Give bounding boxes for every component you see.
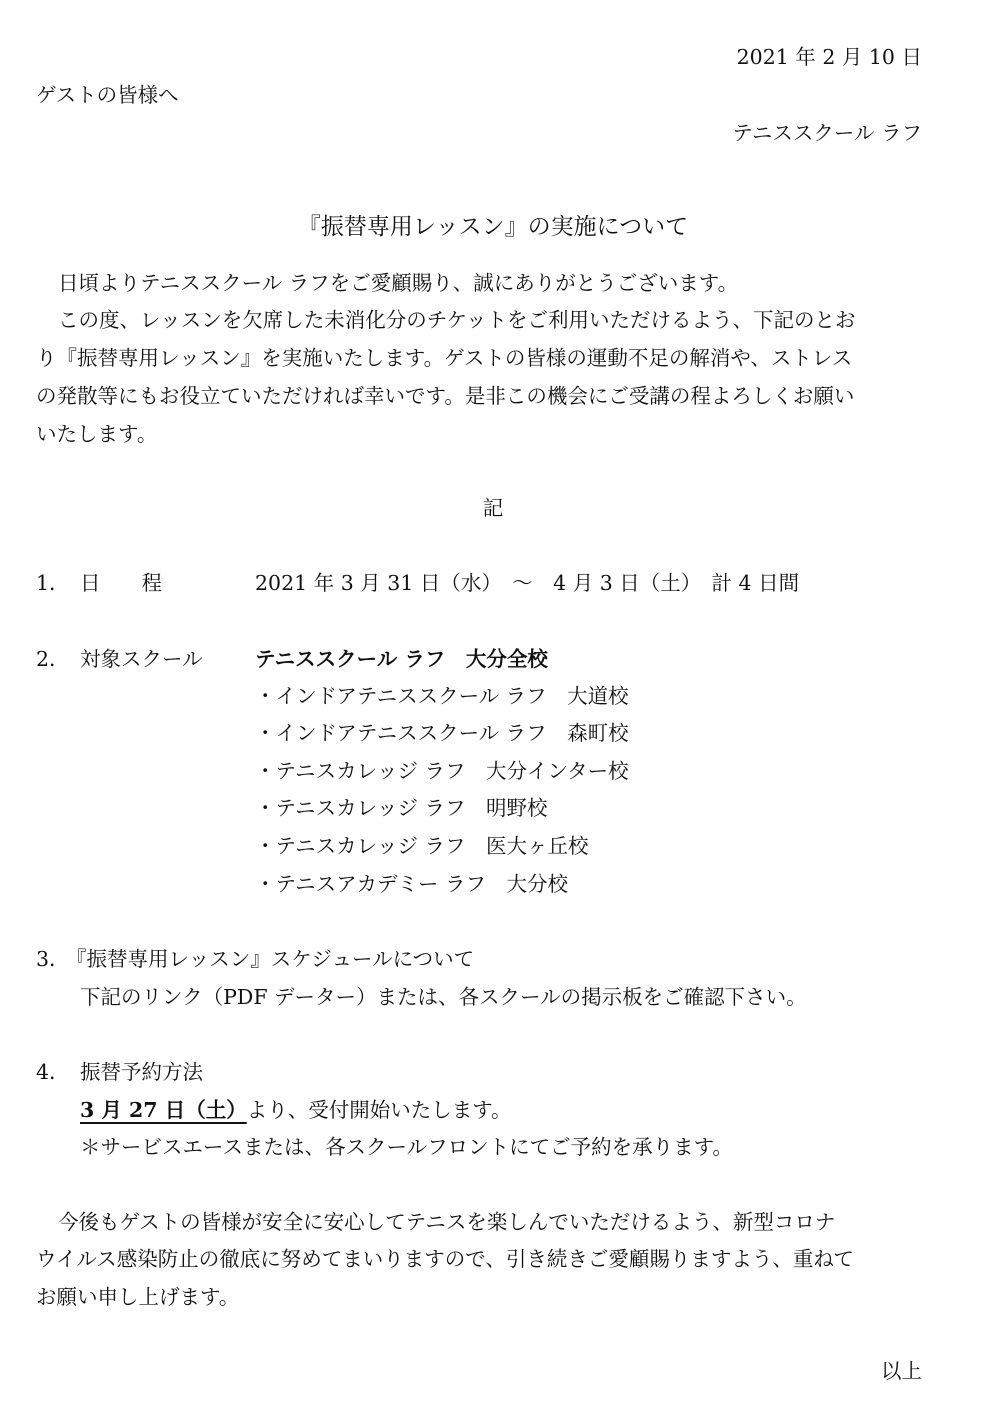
intro-paragraph-2-line-2: り『振替専用レッスン』を実施いたします。ゲストの皆様の運動不足の解消や、ストレス bbox=[36, 346, 853, 370]
section-heading: 『振替専用レッスン』スケジュールについて bbox=[66, 947, 475, 971]
school-list-item: ・テニスカレッジ ラフ 明野校 bbox=[255, 796, 548, 820]
intro-paragraph-2-line-3: の発散等にもお役立ていただければ幸いです。是非この機会にご受講の程よろしくお願い bbox=[36, 384, 855, 408]
intro-paragraph-2-line-4: いたします。 bbox=[36, 422, 158, 446]
school-list-item: ・インドアテニススクール ラフ 森町校 bbox=[255, 721, 629, 745]
section-label: 日 程 bbox=[80, 571, 162, 595]
end-mark: 以上 bbox=[881, 1359, 922, 1383]
intro-paragraph-2-line-1: この度、レッスンを欠席した未消化分のチケットをご利用いただけるよう、下記のとお bbox=[58, 308, 856, 332]
school-list-item: ・テニスカレッジ ラフ 大分インター校 bbox=[255, 759, 629, 783]
section-number: 4． bbox=[36, 1060, 70, 1084]
closing-line-2: ウイルス感染防止の徹底に努めてまいりますので、引き続きご愛顧賜りますよう、重ねて bbox=[36, 1247, 854, 1271]
reservation-start-text: より、受付開始いたします。 bbox=[246, 1098, 512, 1122]
school-list-item: ・インドアテニススクール ラフ 大道校 bbox=[255, 684, 629, 708]
recipient: ゲストの皆様へ bbox=[36, 83, 179, 107]
section-label: 対象スクール bbox=[80, 647, 203, 671]
section-body: 下記のリンク（PDF データー）または、各スクールの掲示板をご確認下さい。 bbox=[80, 985, 807, 1009]
section-heading: 振替予約方法 bbox=[80, 1060, 203, 1084]
document-title: 『振替専用レッスン』の実施について bbox=[297, 214, 689, 240]
closing-line-3: お願い申し上げます。 bbox=[36, 1285, 240, 1309]
schools-heading: テニススクール ラフ 大分全校 bbox=[255, 647, 548, 671]
closing-line-1: 今後もゲストの皆様が安全に安心してテニスを楽しんでいただけるよう、新型コロナ bbox=[58, 1210, 836, 1234]
schedule-dates: 2021 年 3 月 31 日（水） ～ 4 月 3 日（土） 計 4 日間 bbox=[255, 571, 800, 595]
reservation-start-date: 3 月 27 日（土） bbox=[80, 1098, 247, 1122]
reservation-start-line bbox=[80, 1093, 512, 1123]
reservation-note: ＊サービスエースまたは、各スクールフロントにてご予約を承ります。 bbox=[80, 1135, 733, 1159]
section-number: 1． bbox=[36, 571, 70, 595]
section-number: 3． bbox=[36, 947, 70, 971]
intro-paragraph-1: 日頃よりテニススクール ラフをご愛顧賜り、誠にありがとうございます。 bbox=[58, 271, 739, 295]
school-list-item: ・テニスアカデミー ラフ 大分校 bbox=[255, 872, 568, 896]
ki-heading: 記 bbox=[482, 496, 504, 520]
sender: テニススクール ラフ bbox=[732, 121, 922, 145]
document-date: 2021 年 2 月 10 日 bbox=[736, 45, 922, 69]
section-number: 2． bbox=[36, 647, 70, 671]
school-list-item: ・テニスカレッジ ラフ 医大ヶ丘校 bbox=[255, 834, 589, 858]
